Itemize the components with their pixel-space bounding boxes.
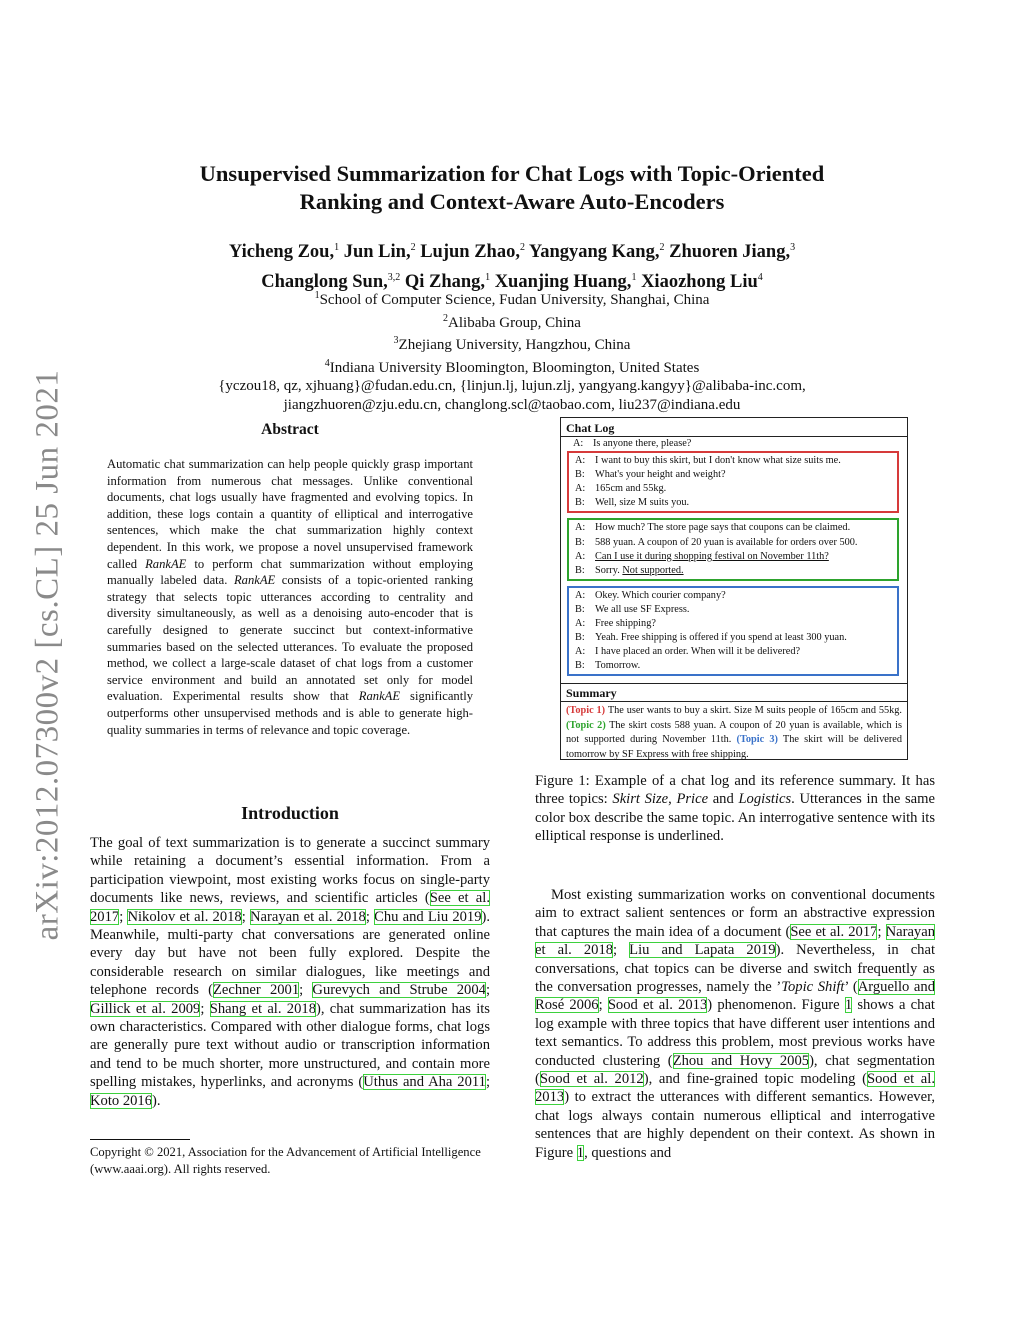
chat-line: B: Sorry. Not supported. bbox=[575, 564, 684, 576]
footnote-divider bbox=[90, 1139, 190, 1140]
citation-link[interactable]: Chu and Liu 2019 bbox=[374, 908, 482, 925]
citation-link[interactable]: Narayan et al. 2018 bbox=[535, 923, 935, 959]
chat-line: A: I have placed an order. When will it be delivered? bbox=[575, 646, 801, 658]
citation-link[interactable]: Zechner 2001 bbox=[212, 982, 300, 999]
citation-link[interactable]: Zhou and Hovy 2005 bbox=[672, 1052, 810, 1069]
citation-link[interactable]: Sood et al. 2012 bbox=[539, 1071, 644, 1088]
citation-link[interactable]: Shang et al. 2018 bbox=[209, 1000, 316, 1017]
abstract-heading: Abstract bbox=[261, 421, 319, 438]
chat-line: A: 165cm and 55kg. bbox=[575, 483, 667, 495]
affiliations: $^1$School of Computer Science, Fudan University, Shanghai, China $^2$Alibaba Group, China $^3$Zhejiang University, Hangzhou, China $^4$Indiana University Bloomington, Bloomington, United States {yczou18, qz, xjhuang}@fudan.edu.cn, {linjun.lj, lujun.zlj, yangyang.kangyy}@alibaba-inc.com, jiangzhuoren@zju.edu.cn, changlong.scl@taobao.com, liu237@indiana.edu bbox=[120, 287, 904, 414]
citation-link[interactable]: Gurevych and Strube 2004 bbox=[312, 982, 486, 999]
chat-line: B: 588 yuan. A coupon of 20 yuan is available for orders over 500. bbox=[575, 536, 858, 548]
chat-line: B: Well, size M suits you. bbox=[575, 497, 690, 509]
summary-text: (Topic 1) The user wants to buy a skirt. Size M suits people of 165cm and 55kg. (Topic 2) The skirt costs 588 yuan. A coupon of 20 yuan is available, which is not supported during November 11th. (Topic 3) The skirt will be delivered tomorrow by SF Express with free shipping. bbox=[566, 705, 903, 760]
figure-1-chat-log bbox=[560, 417, 908, 760]
introduction-heading: Introduction bbox=[241, 803, 339, 823]
introduction-body: The goal of text summarization is to generate a succinct summary while retaining a document’s essential information. From a participation viewpoint, most existing works focus on single-party documents like news, reviews, and scientific articles (See et al. 2017; Nikolov et al. 2018; Narayan et al. 2018; Chu and Liu 2019). Meanwhile, multi-party chat conversations are generated online every day but have not been fully explored. Despite the considerable research on similar dialogues, like meetings and telephone records (Zechner 2001; Gurevych and Strube 2004; Gillick et al. 2009; Shang et al. 2018), chat summarization has its own characteristics. Compared with other dialogue forms, chat logs are generally pure text without audio or transcription information and tend to be much shorter, more unstructured, and contain more spelling mistakes, hyperlinks, and acronyms (Uthus and Aha 2011; Koto 2016). bbox=[90, 835, 491, 1109]
citation-link[interactable]: Arguello and Rosé 2006 bbox=[535, 979, 935, 1014]
chat-line: A: How much? The store page says that coupons can be claimed. bbox=[575, 522, 851, 534]
chat-line: A: I want to buy this skirt, but I don't know what size suits me. bbox=[575, 455, 841, 467]
chat-line: B: What's your height and weight? bbox=[575, 469, 726, 481]
chat-log-heading: Chat Log bbox=[566, 421, 615, 435]
figure-1-caption: Figure 1: Example of a chat log and its reference summary. It has three topics: Skirt Size, Price and Logistics. Utterances in the same color box describe the same topic. An interrogative sentence with its elliptical response is underlined. bbox=[535, 773, 935, 845]
chat-line: A: Free shipping? bbox=[575, 618, 656, 630]
citation-link[interactable]: See et al. 2017 bbox=[790, 923, 878, 940]
chat-line: A: Okey. Which courier company? bbox=[575, 589, 726, 601]
figure-ref-link[interactable]: 1 bbox=[576, 1144, 585, 1161]
citation-link[interactable]: Koto 2016 bbox=[90, 1092, 153, 1109]
citation-link[interactable]: Gillick et al. 2009 bbox=[90, 1000, 201, 1017]
paper-title: Unsupervised Summarization for Chat Logs with Topic-Oriented Ranking and Context-Aware Auto-Encoders bbox=[199, 161, 825, 214]
right-column-body: Most existing summarization works on conventional documents aim to extract salient sentences or form an abstractive expression that captures the main idea of a document (See et al. 2017; Narayan et al. 2018; Liu and Lapata 2019). Nevertheless, in chat conversations, chat topics can be diverse and switch frequently as the conversation progresses, namely the ’Topic Shift’ (Arguello and Rosé 2006; Sood et al. 2013) phenomenon. Figure 1 shows a chat log example with three topics that have different user intentions and text semantics. To address this problem, most previous works have conducted clustering (Zhou and Hovy 2005), chat segmentation (Sood et al. 2012), and fine-grained topic modeling (Sood et al. 2013) to extract the utterances with different semantics. However, chat logs always contain numerous elliptical and interrogative sentences that are highly dependent on their context. As shown in Figure 1, questions and bbox=[535, 887, 935, 1161]
citation-link[interactable]: Nikolov et al. 2018 bbox=[127, 908, 242, 925]
email-line-2: jiangzhuoren@zju.edu.cn, changlong.scl@taobao.com, liu237@indiana.edu bbox=[283, 396, 741, 413]
chat-line: A: Is anyone there, please? bbox=[573, 438, 692, 449]
chat-line: B: Yeah. Free shipping is offered if you spend at least 300 yuan. bbox=[575, 632, 847, 644]
summary-heading: Summary bbox=[561, 683, 907, 701]
email-line-1: {yczou18, qz, xjhuang}@fudan.edu.cn, {linjun.lj, lujun.zlj, yangyang.kangyy}@alibaba-inc.com, bbox=[218, 378, 806, 394]
topic-1-box bbox=[567, 451, 899, 513]
topic-2-box bbox=[567, 518, 899, 580]
topic-3-box bbox=[567, 586, 899, 677]
citation-link[interactable]: Liu and Lapata 2019 bbox=[629, 942, 776, 959]
author-line-2: Changlong Sun,$^{3,2}$ Qi Zhang,$^1$ Xuanjing Huang,$^1$ Xiaozhong Liu$^4$ bbox=[261, 272, 763, 293]
citation-link[interactable]: Uthus and Aha 2011 bbox=[363, 1074, 486, 1091]
author-line-1: Yicheng Zou,$^1$ Jun Lin,$^2$ Lujun Zhao,$^2$ Yangyang Kang,$^2$ Zhuoren Jiang,$^3$ bbox=[228, 242, 796, 263]
citation-link[interactable]: See et al. 2017 bbox=[90, 890, 490, 925]
arxiv-stamp: arXiv:2012.07300v2 [cs.CL] 25 Jun 2021 bbox=[29, 369, 66, 941]
chat-line: B: We all use SF Express. bbox=[575, 603, 690, 615]
chat-line: A: Can I use it during shopping festival on November 11th? bbox=[575, 550, 829, 562]
citation-link[interactable]: Narayan et al. 2018 bbox=[249, 908, 366, 925]
chat-line: B: Tomorrow. bbox=[575, 660, 641, 672]
copyright-footnote: Copyright © 2021, Association for the Advancement of Artificial Intelligence (www.aaai.org). All rights reserved. bbox=[90, 1145, 481, 1176]
figure-ref-link[interactable]: 1 bbox=[844, 997, 853, 1014]
citation-link[interactable]: Sood et al. 2013 bbox=[535, 1071, 935, 1106]
citation-link[interactable]: Sood et al. 2013 bbox=[607, 997, 708, 1014]
abstract-body: Automatic chat summarization can help people quickly grasp important information from numerous chat messages. Unlike conventional documents, chat logs usually have fragmented and evolving topics. In addition, these logs contain a quantity of elliptical and interrogative sentences, which make the chat summarization highly context dependent. In this work, we propose a novel unsupervised framework called RankAE to perform chat summarization without employing manually labeled data. RankAE consists of a topic-oriented ranking strategy that selects topic utterances according to centrality and diversity simultaneously, as well as a denoising auto-encoder that is carefully designed to generate succinct but context-informative summaries based on the selected utterances. To evaluate the proposed method, we collect a large-scale dataset of chat logs from a customer service environment and build an annotated set only for model evaluation. Experimental results show that RankAE significantly outperforms other unsupervised methods and is able to generate high-quality summaries in terms of relevance and topic coverage. bbox=[107, 457, 473, 737]
